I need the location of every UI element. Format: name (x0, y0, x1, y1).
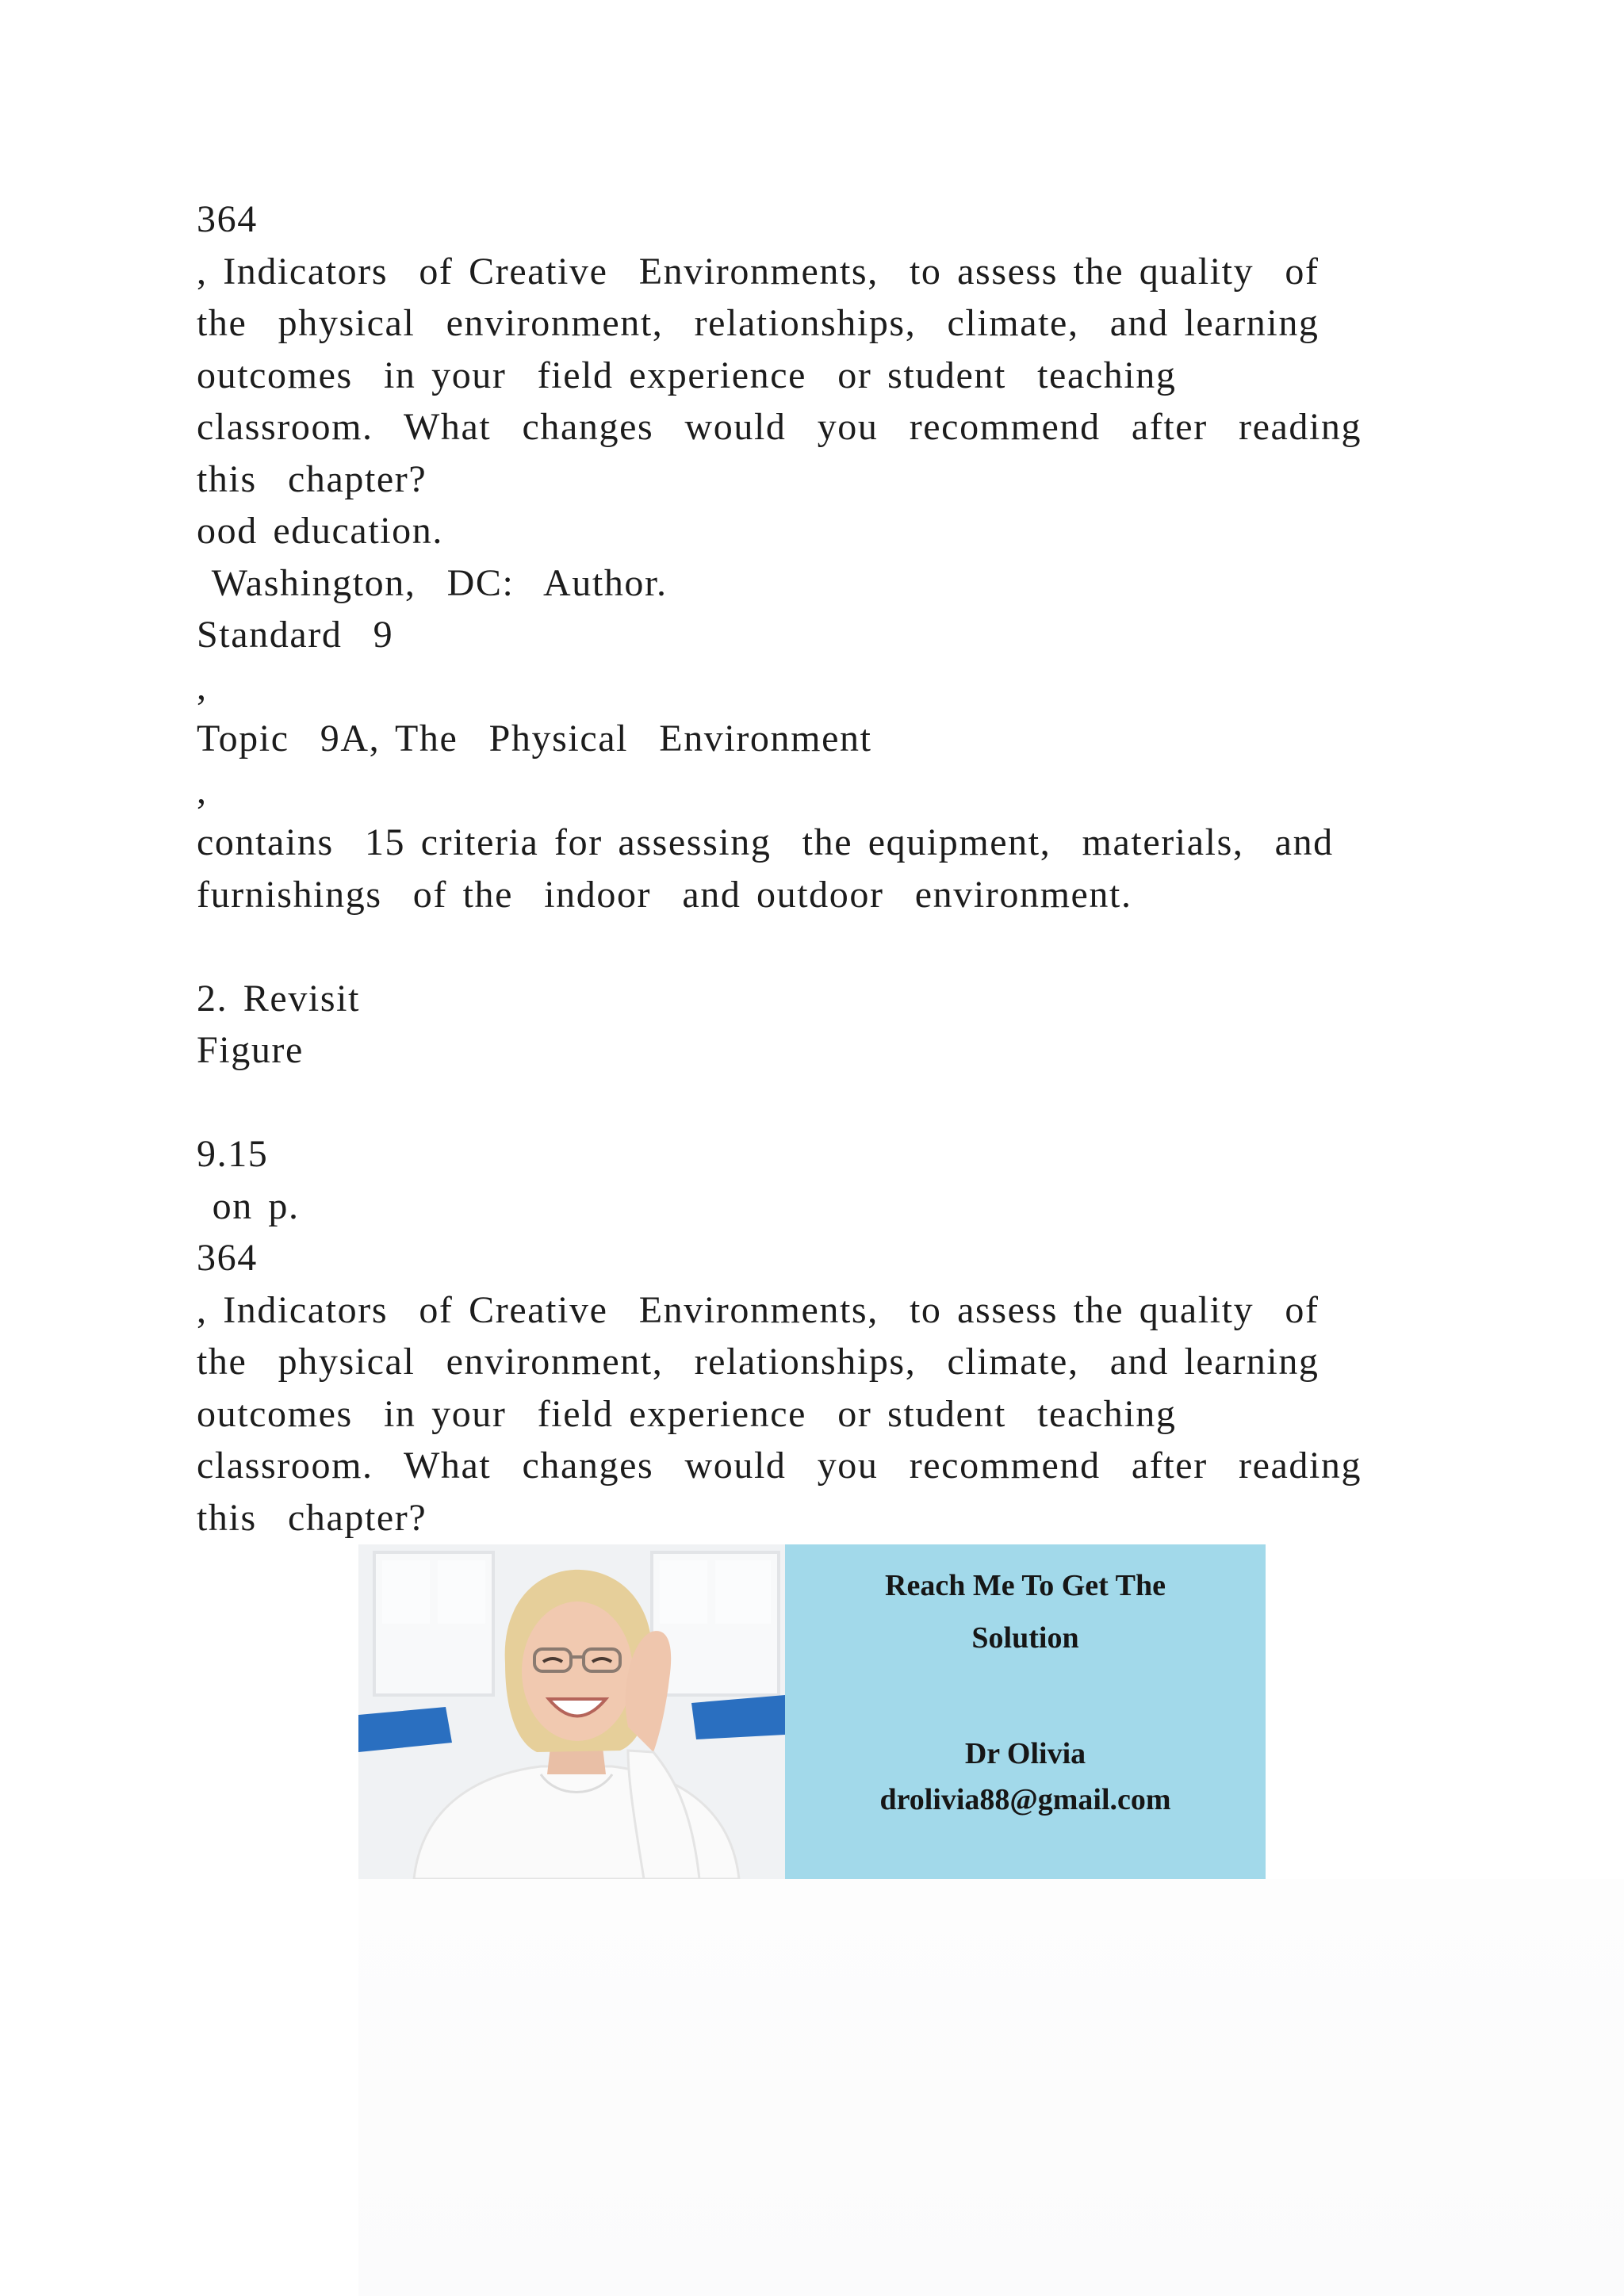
text-line: the physical environment, relationships, climate, and learning (197, 1341, 1320, 1383)
text-line: 9.15 (197, 1133, 269, 1175)
text-line (197, 1077, 1434, 1129)
text-line: Figure (197, 1029, 304, 1071)
text-line (197, 920, 1434, 973)
text-line: , (197, 665, 208, 708)
text-line: , (197, 769, 208, 812)
text-line: 2. Revisit (197, 977, 361, 1020)
page-background-shade (358, 1879, 1624, 2296)
text-line: , Indicators of Creative Environments, to assess the quality of (197, 1288, 1320, 1331)
text-line: on p. (197, 1184, 300, 1227)
text-line: , Indicators of Creative Environments, to assess the quality of (197, 250, 1320, 293)
text-line: this chapter? (197, 1496, 427, 1539)
text-line: this chapter? (197, 457, 427, 500)
banner-headline-cont: Solution (971, 1621, 1079, 1655)
text-line: furnishings of the indoor and outdoor environment. (197, 873, 1132, 916)
text-line: Standard 9 (197, 614, 394, 656)
contact-email[interactable]: drolivia88@gmail.com (879, 1783, 1171, 1816)
text-line: classroom. What changes would you recommend after reading (197, 406, 1362, 448)
text-line: contains 15 criteria for assessing the equipment, materials, and (197, 821, 1334, 863)
document-text (197, 193, 1434, 1544)
banner-headline: Reach Me To Get The (885, 1569, 1166, 1602)
text-line: Topic 9A, The Physical Environment (197, 718, 872, 760)
text-line: classroom. What changes would you recommend after reading (197, 1445, 1362, 1487)
text-line: outcomes in your field experience or student teaching (197, 1392, 1177, 1435)
text-line: ood education. (197, 510, 443, 552)
text-line: 364 (197, 198, 258, 240)
text-line: 364 (197, 1237, 258, 1279)
text-line: outcomes in your field experience or student teaching (197, 354, 1177, 396)
contact-banner[interactable] (358, 1544, 1266, 1879)
text-line: the physical environment, relationships, climate, and learning (197, 302, 1320, 344)
woman-photo (358, 1544, 785, 1879)
contact-panel (785, 1544, 1266, 1879)
text-line: Washington, DC: Author. (197, 561, 668, 604)
contact-name: Dr Olivia (964, 1737, 1086, 1770)
